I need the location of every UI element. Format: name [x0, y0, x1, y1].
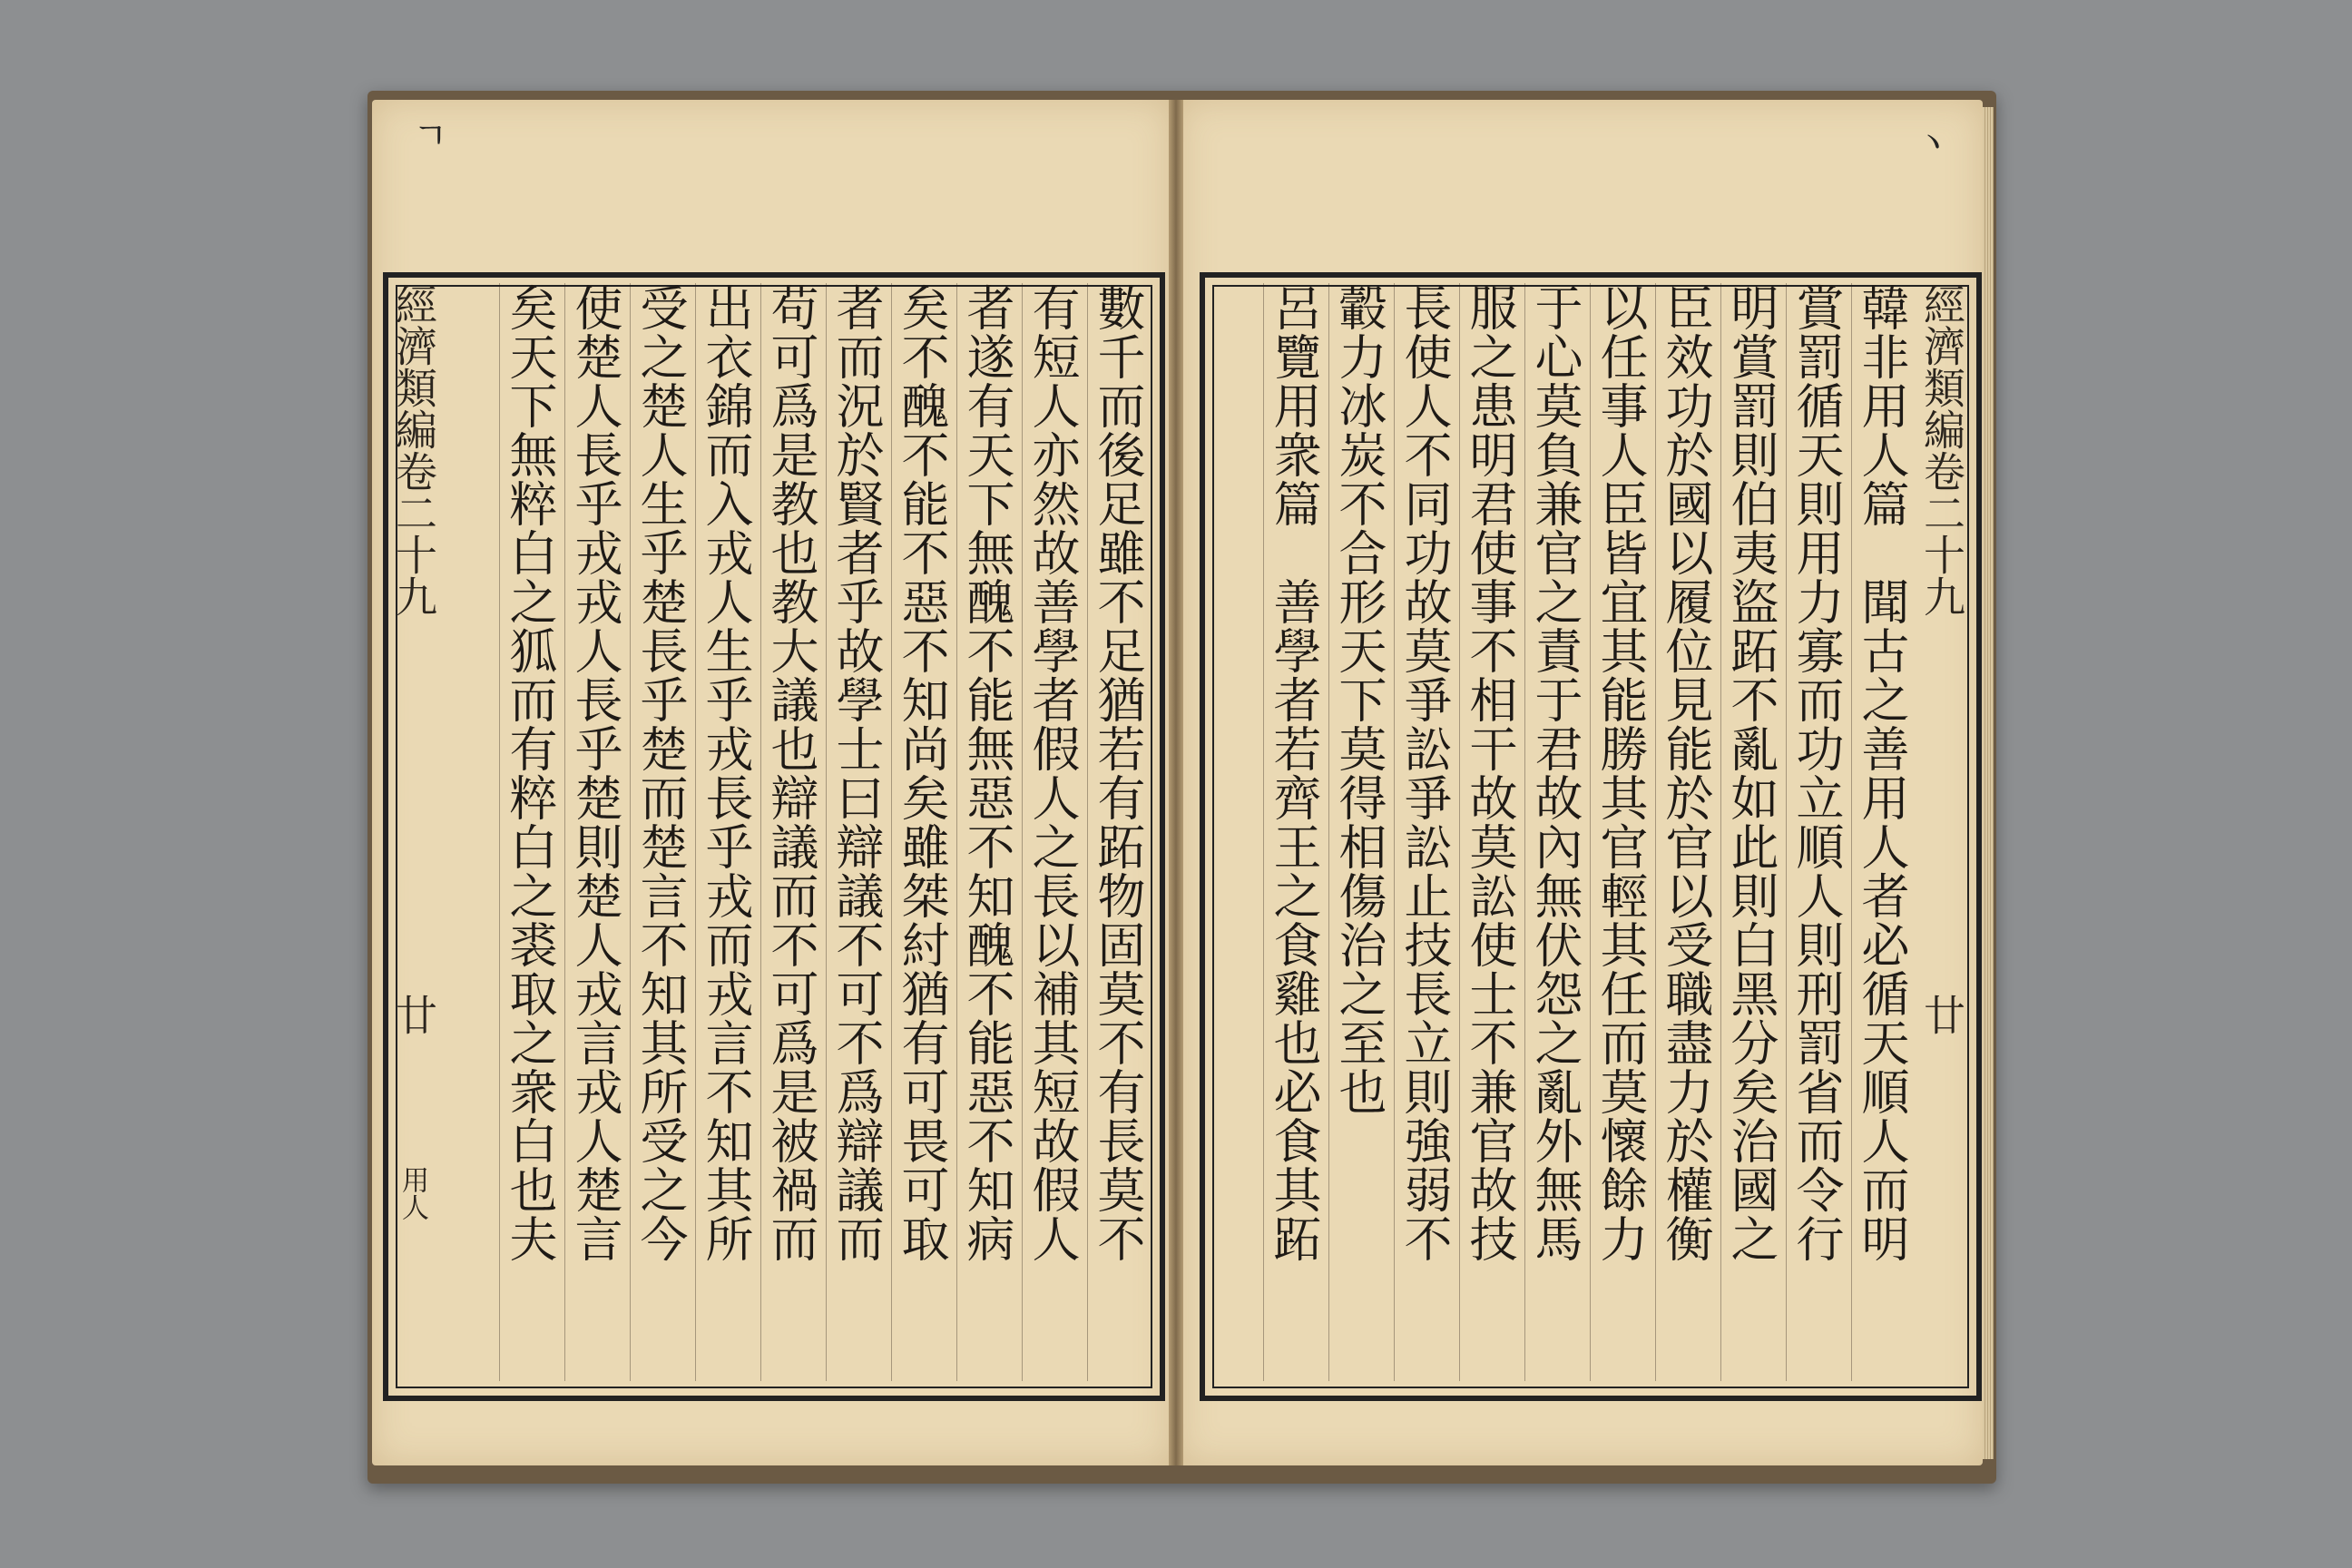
left-margin-folio: 廿	[389, 994, 438, 1035]
left-column-7: 出衣錦而入戎人生乎戎長乎戎而戎言不知其所	[695, 283, 754, 1381]
left-margin-title: 經濟類編卷二十九	[389, 283, 438, 617]
left-column-5: 者而況於賢者乎故學士曰辯議不可不爲辯議而	[826, 283, 885, 1381]
book-gutter	[1169, 100, 1183, 1465]
right-column-2: 賞罰循天則用力寡而功立順人則刑罰省而令行	[1786, 283, 1845, 1381]
right-column-5: 以任事人臣皆宜其能勝其官輕其任而莫懷餘力	[1590, 283, 1649, 1381]
right-column-3: 明賞罰則伯夷盜跖不亂如此則白黑分矣治國之	[1720, 283, 1779, 1381]
right-column-6: 于心莫負兼官之責于君故內無伏怨之亂外無馬	[1524, 283, 1583, 1381]
corner-mark-left: ㄱ	[413, 115, 448, 157]
right-margin-folio: 廿	[1917, 994, 1966, 1035]
right-column-4: 臣效功於國以履位見能於官以受職盡力於權衡	[1655, 283, 1714, 1381]
page-edges	[1983, 107, 1994, 1459]
right-column-1: 韓非用人篇 聞古之善用人者必循天順人而明	[1851, 283, 1910, 1381]
left-column-8: 受之楚人生乎楚長乎楚而楚言不知其所受之今	[630, 283, 689, 1381]
left-column-3: 者遂有天下無醜不能無惡不知醜不能惡不知病	[956, 283, 1015, 1381]
left-column-1: 數千而後足雖不足猶若有跖物固莫不有長莫不	[1087, 283, 1146, 1381]
right-column-8: 長使人不同功故莫爭訟爭訟止技長立則強弱不	[1394, 283, 1453, 1381]
right-margin-title: 經濟類編卷二十九	[1917, 283, 1966, 617]
corner-mark-right: ヽ	[1915, 122, 1951, 163]
left-column-4: 矣不醜不能不惡不知尚矣雖桀紂猶有可畏可取	[891, 283, 950, 1381]
left-column-9: 使楚人長乎戎戎人長乎楚則楚人戎言戎人楚言	[564, 283, 623, 1381]
right-column-10: 呂覽用衆篇 善學者若齊王之食雞也必食其跖	[1263, 283, 1322, 1381]
left-margin-section: 用人	[397, 1166, 428, 1220]
right-column-7: 服之患明君使事不相干故莫訟使士不兼官故技	[1459, 283, 1518, 1381]
left-column-6: 苟可爲是教也教大議也辯議而不可爲是被禍而	[760, 283, 819, 1381]
left-column-2: 有短人亦然故善學者假人之長以補其短故假人	[1022, 283, 1081, 1381]
left-column-10: 矣天下無粹白之狐而有粹白之裘取之衆白也夫	[499, 283, 558, 1381]
right-column-9: 轂力冰炭不合形天下莫得相傷治之至也	[1328, 283, 1387, 1381]
